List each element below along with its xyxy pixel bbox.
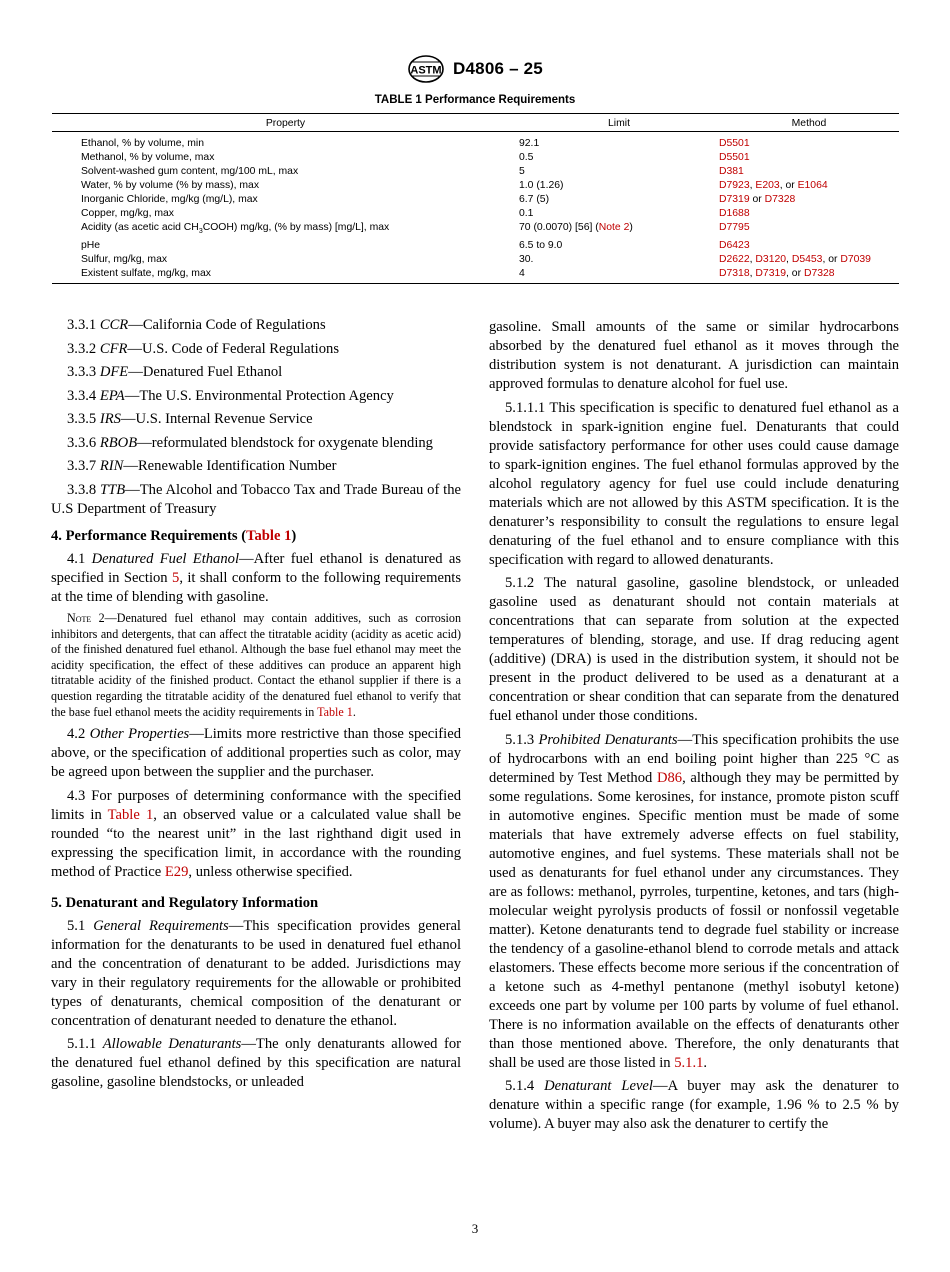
limit-cell: 92.1 [519, 138, 540, 149]
table-row [52, 151, 899, 165]
paragraph-5-1-3: 5.1.3 Prohibited Denaturants—This specification prohibits the use of hydrocarbons with an end boiling point higher than 225 °C as determined by Test Method D86, although they may be permitted by some regulations. Some kerosines, for instance, promote piston scuff in automotive engines. Specific mention must be made of some materials that have extremely adverse effects on fuel stability, automotive engines, and fuel systems. These materials shall not be used as denaturants for fuel ethanol under any circumstances. They are as follows: methanol, pyrroles, turpentine, ketones, and tars (high-molecular weight pyrolysis products of fossil or nonfossil vegetable matter). Ketone denaturants tend to degrade fuel stability or increase the tendency of a gasoline-ethanol blend to corrode metals and attack elastomers. These effects become more serious if the concentration of a ketone such as 4-methyl pentanone (methyl isobutyl ketone) exceeds one part by volume per 100 parts by volume of fuel ethanol. There is no information available on the effects of denaturants other than those mentioned above. Therefore, the only denaturants that shall be used are those listed in 5.1.1. [489, 731, 900, 1071]
definition-item: 3.3.1 CCR—California Code of Regulations [67, 317, 326, 333]
definitions-list [51, 316, 461, 519]
test-method-link[interactable]: D7039 [840, 254, 871, 266]
method-cell [719, 151, 899, 165]
test-method-link[interactable]: D7923 [719, 180, 750, 191]
property-cell: Copper, mg/kg, max [81, 208, 174, 219]
paragraph-5-1-1: 5.1.1 Allowable Denaturants—The only denaturants allowed for the denatured fuel ethanol defined by this specification are natural gasoline, gasoline blendstocks, or unleaded [51, 1036, 461, 1091]
left-column [51, 316, 461, 1097]
paragraph-5-1-1-1: 5.1.1.1 This specification is specific to denatured fuel ethanol as a blendstock in spark-ignition engine fuel. Denaturants that could provide satisfactory performance for other uses could cause damage to spark-ignition engines. The fuel ethanol formulas approved by the alcohol regulatory agency for fuel use could include denaturing materials which are not allowed by this ASTM specification. It is the denaturer’s responsibility to consult the regulations to ensure legal denaturing of the fuel ethanol and to ensure compliance with this specification with regard to allowed denaturants. [489, 399, 899, 568]
property-cell: Inorganic Chloride, mg/kg (mg/L), max [81, 194, 258, 205]
method-cell [719, 207, 899, 221]
definition-item: 3.3.6 RBOB—reformulated blendstock for oxygenate blending [67, 434, 433, 451]
property-cell: pHe [81, 240, 101, 252]
header-limit: Limit [519, 114, 719, 132]
definition-item: 3.3.8 TTB—The Alcohol and Tobacco Tax and Trade Bureau of the U.S Department of Treasury [51, 481, 461, 517]
test-method-link[interactable]: E203 [755, 180, 780, 191]
table-row [52, 165, 899, 179]
limit-cell: 0.5 [519, 152, 534, 163]
limit-cell: 0.1 [519, 208, 534, 219]
limit-cell: 30. [519, 254, 534, 266]
table-row [52, 221, 899, 239]
definition-item: 3.3.7 RIN—Renewable Identification Number [67, 458, 337, 474]
test-method-link[interactable]: D7328 [764, 194, 796, 205]
test-method-link[interactable]: D2622 [719, 254, 750, 266]
definition-item: 3.3.2 CFR—U.S. Code of Federal Regulations [67, 340, 340, 357]
limit-cell: 1.0 (1.26) [519, 180, 564, 191]
limit-cell: 6.5 to 9.0 [519, 240, 563, 252]
table-body [52, 132, 899, 284]
test-method-link[interactable]: D5501 [719, 152, 750, 163]
test-method-link[interactable]: D6423 [719, 240, 750, 252]
note-2: Note 2—Denatured fuel ethanol may contain additives, such as corrosion inhibitors and detergents, that can affect the titratable acidity (acidity as acetic acid) of the finished denatured fuel ethanol. Although the base fuel ethanol may meet the acidity specification, the effect of these additives can produce an apparent high titratable acidity of the finished product. Contact the ethanol supplier if there is a question regarding the titratable acidity of the denatured fuel ethanol to verify that the base fuel ethanol meets the acidity requirements in Table 1. [51, 611, 461, 719]
test-method-link[interactable]: D7319 [719, 194, 750, 205]
test-method-link[interactable]: E1064 [797, 180, 828, 191]
paragraph-5-1: 5.1 General Requirements—This specification provides general information for the denaturants to be used in denatured fuel ethanol and the concentration of denaturant to be added. Jurisdictions may vary in their regulatory requirements for the allowable or prohibited types of denaturants, chemical composition of the denaturant or concentration of denaturant needed to denature the ethanol. [51, 917, 461, 1029]
document-id: D4806 – 25 [453, 59, 543, 78]
table-row [52, 207, 899, 221]
method-cell [719, 221, 899, 239]
property-cell: Solvent-washed gum content, mg/100 mL, max [81, 166, 299, 177]
table-1-link[interactable]: Table 1 [317, 704, 353, 719]
header-method: Method [719, 114, 899, 132]
property-cell: Water, % by volume (% by mass), max [81, 180, 260, 191]
note-2-link[interactable]: Note 2 [598, 222, 630, 233]
method-cell [719, 239, 899, 253]
limit-cell: 5 [519, 166, 525, 177]
table-row [52, 193, 899, 207]
method-cell: D7319 or D7328 [719, 194, 796, 205]
test-method-link[interactable]: D1688 [719, 208, 750, 219]
table-row [52, 239, 899, 253]
test-method-link[interactable]: D381 [719, 166, 744, 177]
section-5-link[interactable]: 5 [172, 569, 180, 586]
property-cell: Methanol, % by volume, max [81, 152, 215, 163]
section-4-heading: 4. Performance Requirements (Table 1) [51, 527, 297, 544]
e29-link[interactable]: E29 [164, 863, 189, 880]
section-5-1-1-link[interactable]: 5.1.1 [674, 1054, 704, 1071]
property-cell: Sulfur, mg/kg, max [81, 254, 168, 266]
astm-logo-icon [407, 54, 445, 84]
section-5-heading: 5. Denaturant and Regulatory Information [51, 894, 319, 911]
right-column [489, 318, 899, 1139]
test-method-link[interactable]: D7795 [719, 222, 750, 233]
performance-requirements-table [52, 113, 899, 284]
method-cell [719, 165, 899, 179]
limit-cell: 6.7 (5) [519, 194, 550, 205]
paragraph-4-2: 4.2 Other Properties—Limits more restrictive than those specified above, or the specification of additional properties such as color, may be agreed upon between the supplier and the purchaser. [51, 726, 462, 781]
table-1-link[interactable]: Table 1 [246, 527, 292, 544]
paragraph-5-1-4: 5.1.4 Denaturant Level—A buyer may ask the denaturer to denature within a specific range (for example, 1.96 % to 2.5 % by volume). A buyer may also ask the denaturer to certify the [489, 1078, 899, 1132]
table-row [52, 179, 899, 193]
paragraph-4-1: 4.1 Denatured Fuel Ethanol—After fuel ethanol is denatured as specified in Section 5, it shall conform to the following requirements at the time of blending with gasoline. [51, 550, 462, 605]
definition-item: 3.3.3 DFE—Denatured Fuel Ethanol [67, 364, 283, 380]
method-cell: D7318, D7319, or D7328 [719, 267, 899, 284]
header-property: Property [52, 114, 519, 132]
table-row [52, 253, 899, 267]
test-method-link[interactable]: D7318 [719, 268, 750, 280]
d86-link[interactable]: D86 [656, 769, 683, 786]
table-title: TABLE 1 Performance Requirements [374, 94, 576, 106]
paragraph-4-3: 4.3 For purposes of determining conformance with the specified limits in Table 1, an observed value or a calculated value shall be rounded “to the nearest unit” in the last righthand digit used in expressing the specification limit, in accordance with the rounding method of Practice E29, unless otherwise specified. [51, 787, 461, 880]
test-method-link[interactable]: D3120 [755, 254, 787, 266]
property-cell: Existent sulfate, mg/kg, max [52, 267, 519, 284]
page-header [0, 54, 950, 89]
property-cell: Acidity (as acetic acid $CH_3COOH$) mg/kg, (% by mass) [mg/L], max [81, 222, 390, 236]
paragraph-5-1-1-continued: gasoline. Small amounts of the same or similar hydrocarbons absorbed by the denatured fuel ethanol as it moves through the distribution system is not denaturant. A jurisdiction can maintain approved formulas to denature alcohol for fuel use. [489, 319, 899, 392]
table-header-row [52, 114, 899, 132]
method-cell [719, 132, 899, 152]
limit-cell: 4 [519, 267, 719, 284]
limit-cell: 70 (0.0070) [56] (Note 2) [519, 222, 633, 233]
test-method-link[interactable]: D5453 [791, 254, 823, 266]
definition-item: 3.3.5 IRS—U.S. Internal Revenue Service [67, 411, 313, 427]
table-row [52, 267, 899, 284]
test-method-link[interactable]: D5501 [719, 138, 750, 149]
paragraph-5-1-2: 5.1.2 The natural gasoline, gasoline blendstock, or unleaded gasoline used as denaturant should not contain materials at concentrations that can separate from solution at the expected temperatures of blending, storage, and use. If drag reducing agent (additive) (DRA) is used in the distribution system, it should not be present in the product delivered to be used as a denaturant at a concentration or shear condition that can separate from the denatured fuel ethanol under those conditions. [489, 575, 899, 724]
table-row [52, 132, 899, 152]
method-cell: D7923, E203, or E1064 [719, 180, 828, 191]
page-number: 3 [471, 1221, 479, 1236]
property-cell: Ethanol, % by volume, min [81, 138, 205, 149]
test-method-link[interactable]: D7328 [803, 268, 835, 280]
method-cell: D2622, D3120, D5453, or D7039 [719, 254, 871, 266]
svg-text:ASTM: ASTM [410, 64, 442, 77]
definition-item: 3.3.4 EPA—The U.S. Environmental Protection Agency [67, 387, 394, 404]
table-1-link[interactable]: Table 1 [107, 806, 154, 823]
test-method-link[interactable]: D7319 [755, 268, 787, 280]
